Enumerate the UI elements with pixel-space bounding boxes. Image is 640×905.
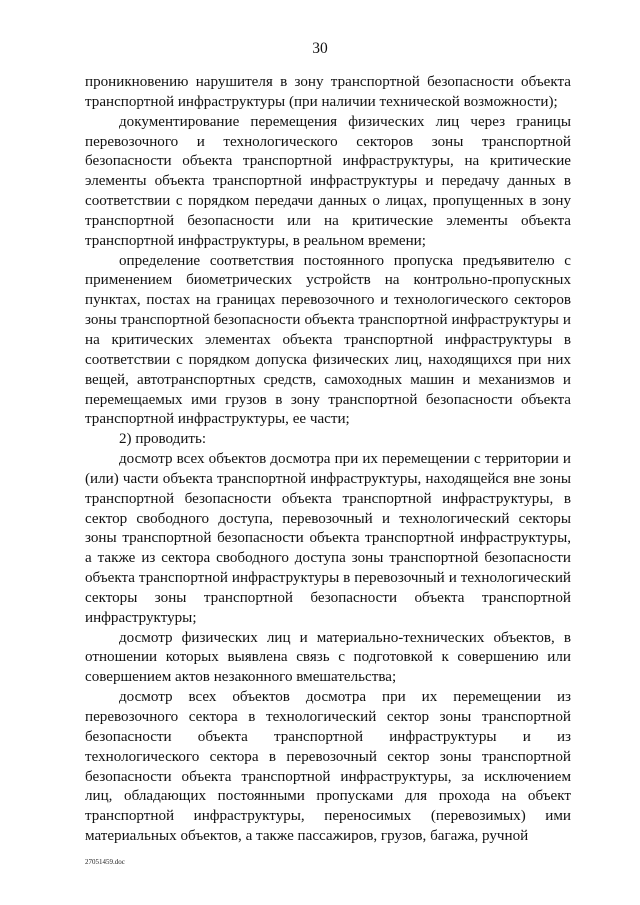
paragraph-2: документирование перемещения физических лиц через границы перевозочного и технологического секторов зоны транспортной безопасности объекта транспортной инфраструктуры, на критические элементы объекта транспортной инфраструктуры и передачу данных в соответствии с порядком передачи данных о лицах, пропущенных в зону транспортной безопасности или на критические элементы объекта транспортной инфраструктуры, в реальном времени; [85,113,571,249]
paragraph-1: проникновению нарушителя в зону транспортной безопасности объекта транспортной инфраструктуры (при наличии технической возможности); [85,74,571,110]
document-body [85,73,571,847]
paragraph-7: досмотр всех объектов досмотра при их перемещении из перевозочного сектора в технологический сектор зоны транспортной безопасности объекта транспортной инфраструктуры и из технологического сектора в перевозочный сектор зоны транспортной безопасности объекта транспортной инфраструктуры, за исключением лиц, обладающих постоянными пропусками для прохода на объект транспортной инфраструктуры, переносимых (перевозимых) ими материальных объектов, а также пассажиров, грузов, багажа, ручной [85,689,571,845]
footer-file-code: 27051459.doc [85,858,125,866]
paragraph-4: 2) проводить: [119,431,207,448]
page-number: 30 [312,40,328,57]
paragraph-5: досмотр всех объектов досмотра при их перемещении с территории и (или) части объекта транспортной инфраструктуры, находящейся вне зоны транспортной безопасности объекта транспортной инфраструктуры, в сектор свободного доступа, перевозочный и технологический секторы зоны транспортной безопасности объекта транспортной инфраструктуры, а также из сектора свободного доступа зоны транспортной безопасности объекта транспортной инфраструктуры в перевозочный и технологический секторы зоны транспортной безопасности объекта транспортной инфраструктуры; [85,451,571,626]
paragraph-6: досмотр физических лиц и материально-технических объектов, в отношении которых выявлена связь с подготовкой к совершению или совершением актов незаконного вмешательства; [85,629,571,686]
paragraph-3: определение соответствия постоянного пропуска предъявителю с применением биометрических устройств на контрольно-пропускных пунктах, постах на границах перевозочного и технологического секторов зоны транспортной безопасности объекта транспортной инфраструктуры и на критических элементах объекта транспортной инфраструктуры в соответствии с порядком допуска физических лиц, находящихся при них вещей, автотранспортных средств, самоходных машин и механизмов и перемещаемых ими грузов в зону транспортной безопасности объекта транспортной инфраструктуры, ее части; [85,252,571,428]
